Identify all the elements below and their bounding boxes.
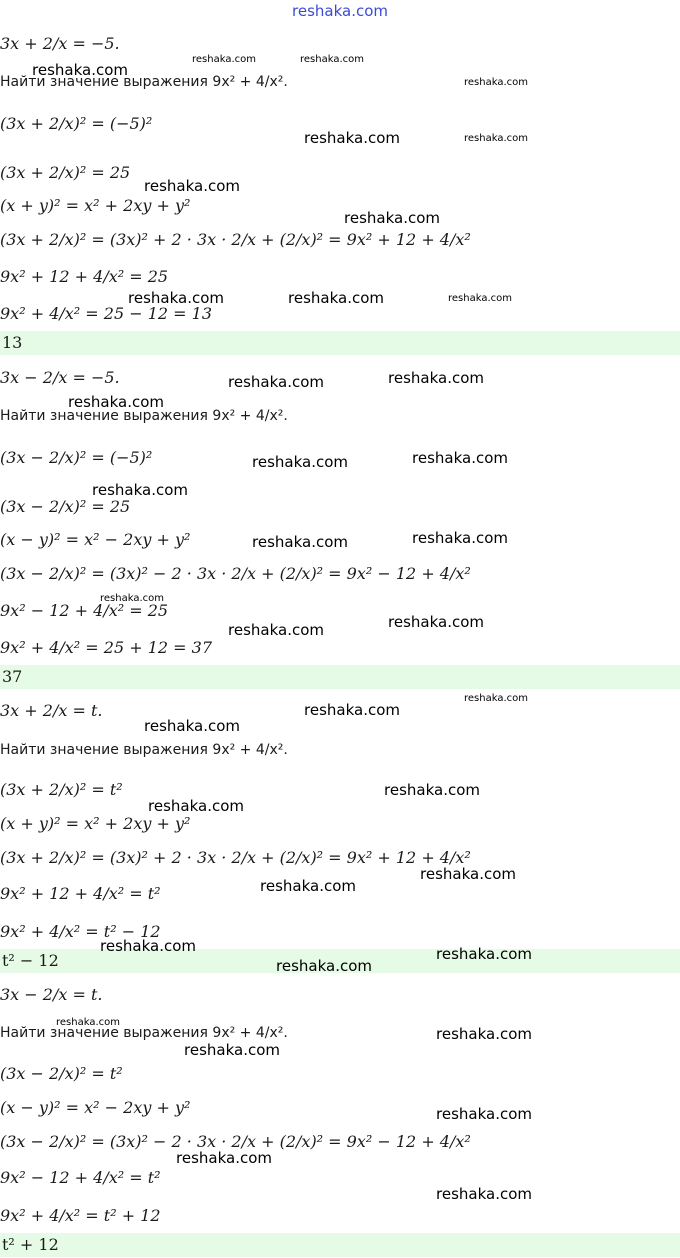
equation-line: (3x − 2/x)² = (−5)² — [0, 448, 153, 467]
equation-line: (3x − 2/x)² = t² — [0, 1064, 123, 1083]
equation-line: (x − y)² = x² − 2xy + y² — [0, 530, 191, 549]
watermark: reshaka.com — [260, 877, 356, 895]
watermark: reshaka.com — [420, 865, 516, 883]
watermark: reshaka.com — [56, 1017, 120, 1028]
equation-line: 9x² − 12 + 4/x² = 25 — [0, 601, 169, 620]
watermark: reshaka.com — [436, 1025, 532, 1043]
equation-line: (3x + 2/x)² = 25 — [0, 163, 131, 182]
watermark: reshaka.com — [304, 129, 400, 147]
watermark: reshaka.com — [144, 717, 240, 735]
equation-line: 9x² + 4/x² = 25 + 12 = 37 — [0, 638, 213, 657]
equation-line: 3x − 2/x = t. — [0, 985, 103, 1004]
watermark: reshaka.com — [436, 1105, 532, 1123]
equation-line: (3x + 2/x)² = (3x)² + 2 · 3x · 2/x + (2/x)² = 9x² + 12 + 4/x² — [0, 230, 471, 249]
equation-line: (3x + 2/x)² = (−5)² — [0, 114, 153, 133]
watermark: reshaka.com — [192, 54, 256, 65]
watermark: reshaka.com — [184, 1041, 280, 1059]
watermark: reshaka.com — [100, 937, 196, 955]
equation-line: 9x² + 4/x² = 25 − 12 = 13 — [0, 304, 213, 323]
equation-line: 3x + 2/x = −5. — [0, 34, 120, 53]
watermark: reshaka.com — [68, 393, 164, 411]
watermark: reshaka.com — [412, 449, 508, 467]
watermark: reshaka.com — [304, 701, 400, 719]
watermark: reshaka.com — [92, 481, 188, 499]
equation-line: 9x² + 4/x² = t² − 12 — [0, 922, 161, 941]
watermark: reshaka.com — [228, 373, 324, 391]
equation-line: 9x² + 12 + 4/x² = t² — [0, 884, 161, 903]
equation-line: 3x − 2/x = −5. — [0, 368, 120, 387]
task-line: Найти значение выражения 9x² + 4/x². — [0, 408, 288, 424]
equation-line: (3x + 2/x)² = (3x)² + 2 · 3x · 2/x + (2/x)² = 9x² + 12 + 4/x² — [0, 848, 471, 867]
answer-row: t² − 12 — [0, 949, 680, 973]
watermark: reshaka.com — [252, 453, 348, 471]
equation-line: (3x + 2/x)² = t² — [0, 780, 123, 799]
watermark: reshaka.com — [300, 54, 364, 65]
answer-row: 13 — [0, 331, 680, 355]
watermark: reshaka.com — [412, 529, 508, 547]
watermark: reshaka.com — [344, 209, 440, 227]
watermark: reshaka.com — [276, 957, 372, 975]
equation-line: (x + y)² = x² + 2xy + y² — [0, 814, 191, 833]
task-line: Найти значение выражения 9x² + 4/x². — [0, 74, 288, 90]
task-line: Найти значение выражения 9x² + 4/x². — [0, 742, 288, 758]
watermark: reshaka.com — [228, 621, 324, 639]
equation-line: 9x² + 4/x² = t² + 12 — [0, 1206, 161, 1225]
watermark: reshaka.com — [32, 61, 128, 79]
watermark: reshaka.com — [448, 293, 512, 304]
equation-line: (3x − 2/x)² = (3x)² − 2 · 3x · 2/x + (2/x)² = 9x² − 12 + 4/x² — [0, 1132, 471, 1151]
answer-row: t² + 12 — [0, 1233, 680, 1257]
watermark: reshaka.com — [128, 289, 224, 307]
watermark: reshaka.com — [388, 369, 484, 387]
watermark: reshaka.com — [464, 133, 528, 144]
watermark: reshaka.com — [148, 797, 244, 815]
watermark: reshaka.com — [436, 1185, 532, 1203]
watermark: reshaka.com — [252, 533, 348, 551]
equation-line: (x + y)² = x² + 2xy + y² — [0, 196, 191, 215]
equation-line: 3x + 2/x = t. — [0, 701, 103, 720]
equation-line: (3x − 2/x)² = 25 — [0, 497, 131, 516]
answer-row: 37 — [0, 665, 680, 689]
watermark: reshaka.com — [288, 289, 384, 307]
watermark: reshaka.com — [384, 781, 480, 799]
equation-line: (x − y)² = x² − 2xy + y² — [0, 1098, 191, 1117]
equation-line: (3x − 2/x)² = (3x)² − 2 · 3x · 2/x + (2/x)² = 9x² − 12 + 4/x² — [0, 564, 471, 583]
watermark: reshaka.com — [144, 177, 240, 195]
watermark: reshaka.com — [176, 1149, 272, 1167]
watermark: reshaka.com — [388, 613, 484, 631]
watermark: reshaka.com — [464, 693, 528, 704]
equation-line: 9x² − 12 + 4/x² = t² — [0, 1168, 161, 1187]
watermark: reshaka.com — [100, 593, 164, 604]
watermark: reshaka.com — [436, 945, 532, 963]
equation-line: 9x² + 12 + 4/x² = 25 — [0, 267, 169, 286]
watermark: reshaka.com — [464, 77, 528, 88]
task-line: Найти значение выражения 9x² + 4/x². — [0, 1025, 288, 1041]
site-header-link[interactable]: reshaka.com — [292, 2, 388, 20]
